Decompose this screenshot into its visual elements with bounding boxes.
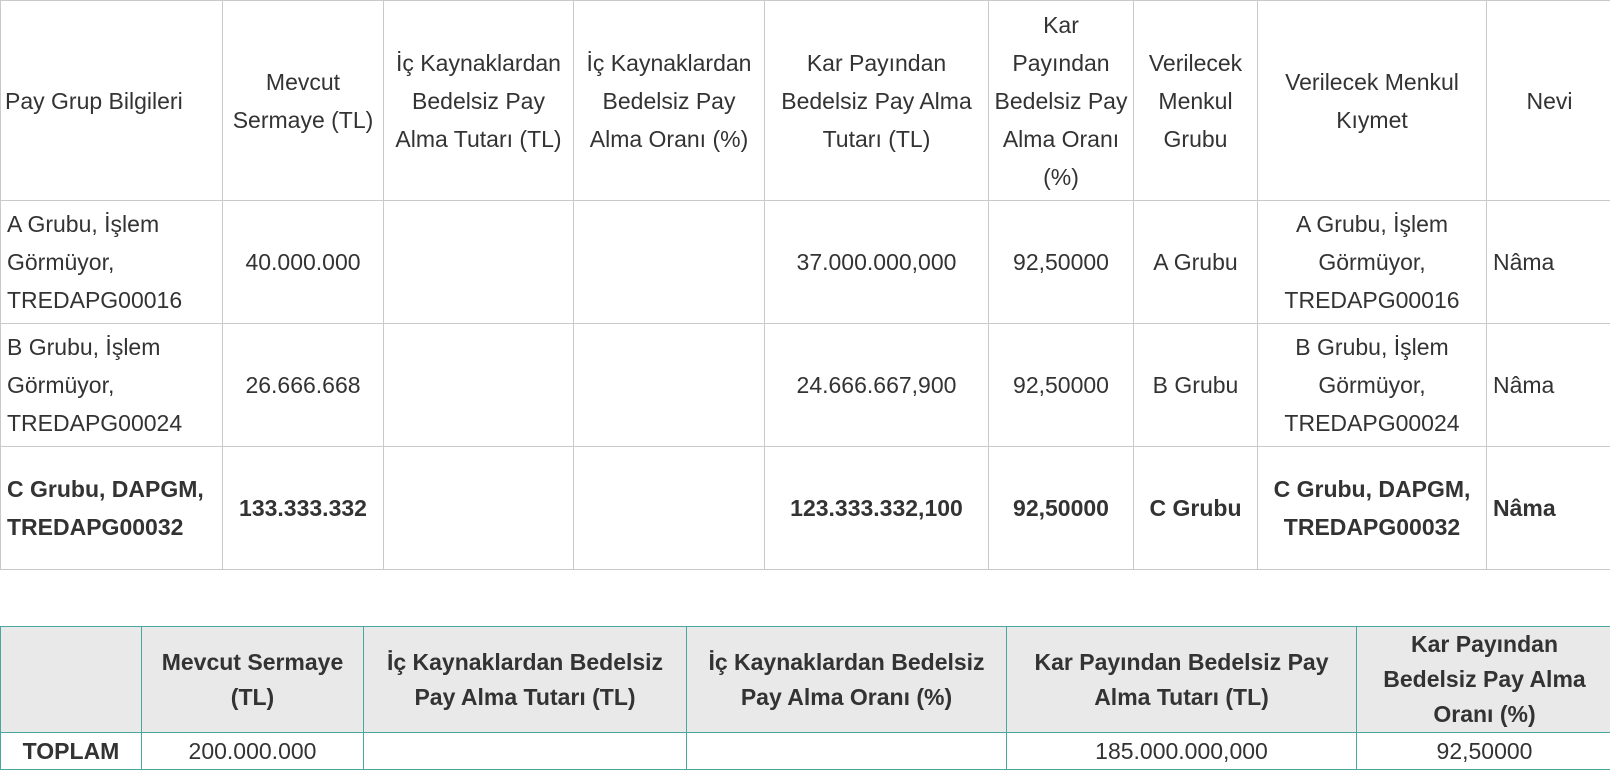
cell-kar-payi-tutari: 37.000.000,000 bbox=[765, 201, 989, 324]
table-row bbox=[1, 447, 1610, 570]
cell-pay-grup: A Grubu, İşlem Görmüyor, TREDAPG00016 bbox=[1, 201, 223, 324]
cell-menkul-grubu: A Grubu bbox=[1134, 201, 1258, 324]
cell-nevi: Nâma bbox=[1487, 201, 1610, 324]
summary-ic-kaynak-tutari bbox=[364, 733, 687, 770]
cell-pay-grup: C Grubu, DAPGM, TREDAPG00032 bbox=[1, 447, 223, 570]
header-verilecek-menkul-grubu: Verilecek Menkul Grubu bbox=[1134, 1, 1258, 201]
header-mevcut-sermaye: Mevcut Sermaye (TL) bbox=[223, 1, 384, 201]
toplam-summary-table bbox=[0, 626, 1610, 770]
cell-mevcut-sermaye: 26.666.668 bbox=[223, 324, 384, 447]
summary-kar-payi-tutari: 185.000.000,000 bbox=[1007, 733, 1357, 770]
summary-total-row bbox=[1, 733, 1610, 770]
cell-menkul-kiymet: B Grubu, İşlem Görmüyor, TREDAPG00024 bbox=[1258, 324, 1487, 447]
summary-header-mevcut-sermaye: Mevcut Sermaye (TL) bbox=[142, 627, 364, 733]
cell-menkul-kiymet: A Grubu, İşlem Görmüyor, TREDAPG00016 bbox=[1258, 201, 1487, 324]
table-header-row bbox=[1, 1, 1610, 201]
summary-header-kar-payi-tutari: Kar Payından Bedelsiz Pay Alma Tutarı (TL) bbox=[1007, 627, 1357, 733]
cell-kar-payi-orani: 92,50000 bbox=[989, 324, 1134, 447]
header-nevi: Nevi bbox=[1487, 1, 1610, 201]
table-row bbox=[1, 324, 1610, 447]
header-ic-kaynak-orani: İç Kaynaklardan Bedelsiz Pay Alma Oranı (%) bbox=[574, 1, 765, 201]
summary-header-row bbox=[1, 627, 1610, 733]
cell-mevcut-sermaye: 133.333.332 bbox=[223, 447, 384, 570]
cell-kar-payi-orani: 92,50000 bbox=[989, 201, 1134, 324]
header-pay-grup-bilgileri: Pay Grup Bilgileri bbox=[1, 1, 223, 201]
summary-header-ic-kaynak-orani: İç Kaynaklardan Bedelsiz Pay Alma Oranı (%) bbox=[687, 627, 1007, 733]
summary-ic-kaynak-orani bbox=[687, 733, 1007, 770]
cell-ic-kaynak-orani bbox=[574, 201, 765, 324]
summary-mevcut-sermaye: 200.000.000 bbox=[142, 733, 364, 770]
summary-kar-payi-orani: 92,50000 bbox=[1357, 733, 1610, 770]
header-verilecek-menkul-kiymet: Verilecek Menkul Kıymet bbox=[1258, 1, 1487, 201]
cell-kar-payi-tutari: 123.333.332,100 bbox=[765, 447, 989, 570]
cell-mevcut-sermaye: 40.000.000 bbox=[223, 201, 384, 324]
cell-ic-kaynak-tutari bbox=[384, 201, 574, 324]
cell-kar-payi-orani: 92,50000 bbox=[989, 447, 1134, 570]
table-row bbox=[1, 201, 1610, 324]
summary-header-ic-kaynak-tutari: İç Kaynaklardan Bedelsiz Pay Alma Tutarı (TL) bbox=[364, 627, 687, 733]
header-ic-kaynak-tutari: İç Kaynaklardan Bedelsiz Pay Alma Tutarı (TL) bbox=[384, 1, 574, 201]
cell-ic-kaynak-tutari bbox=[384, 447, 574, 570]
cell-menkul-grubu: C Grubu bbox=[1134, 447, 1258, 570]
cell-ic-kaynak-tutari bbox=[384, 324, 574, 447]
cell-kar-payi-tutari: 24.666.667,900 bbox=[765, 324, 989, 447]
header-kar-payi-tutari: Kar Payından Bedelsiz Pay Alma Tutarı (TL) bbox=[765, 1, 989, 201]
summary-header-kar-payi-orani: Kar Payından Bedelsiz Pay Alma Oranı (%) bbox=[1357, 627, 1610, 733]
cell-menkul-grubu: B Grubu bbox=[1134, 324, 1258, 447]
cell-menkul-kiymet: C Grubu, DAPGM, TREDAPG00032 bbox=[1258, 447, 1487, 570]
cell-nevi: Nâma bbox=[1487, 447, 1610, 570]
cell-nevi: Nâma bbox=[1487, 324, 1610, 447]
cell-pay-grup: B Grubu, İşlem Görmüyor, TREDAPG00024 bbox=[1, 324, 223, 447]
header-kar-payi-orani: Kar Payından Bedelsiz Pay Alma Oranı (%) bbox=[989, 1, 1134, 201]
summary-toplam-label: TOPLAM bbox=[1, 733, 142, 770]
cell-ic-kaynak-orani bbox=[574, 447, 765, 570]
cell-ic-kaynak-orani bbox=[574, 324, 765, 447]
summary-header-empty bbox=[1, 627, 142, 733]
